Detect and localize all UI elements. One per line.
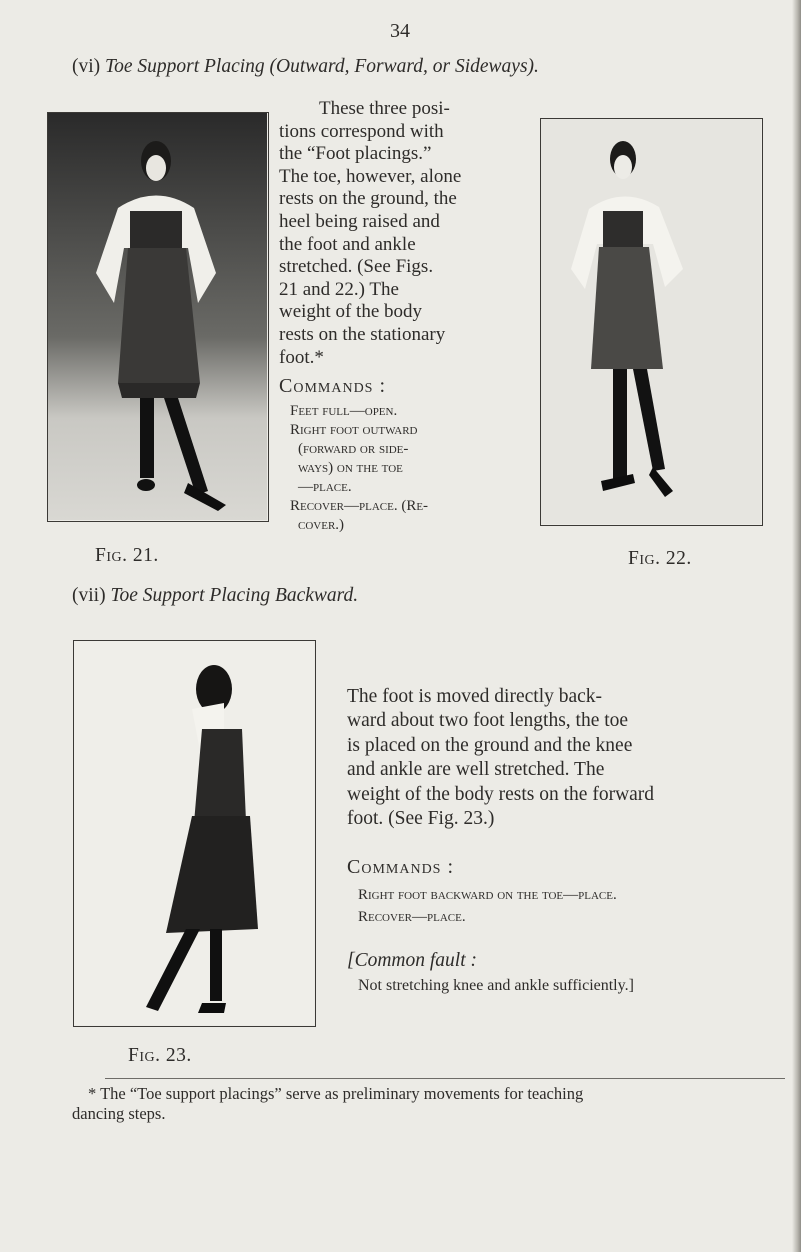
figure-22-caption: Fig. 22. [628,548,692,569]
footnote-line: dancing steps. [72,1103,166,1123]
section-vii-heading [72,585,358,607]
text-line: The toe, however, alone [279,165,462,187]
command-line: Right foot backward on the toe—place. [358,887,617,903]
section-vi-title: Toe Support Placing (Outward, Forward, or Sideways). [105,56,539,77]
text-line: is placed on the ground and the knee [347,734,633,756]
section-vii-paragraph [347,685,767,831]
text-line: rests on the ground, the [279,188,457,210]
footnote-line: * The “Toe support placings” serve as preliminary movements for teaching [88,1084,584,1103]
text-line: the “Foot placings.” [279,143,432,165]
command-line: Right foot outward [290,422,418,438]
girl-standing-toe-outward-illustration [48,113,267,520]
text-line: heel being raised and [279,210,440,232]
text-line: foot. (See Fig. 23.) [347,808,495,830]
figure-23-caption: Fig. 23. [128,1045,192,1066]
figure-23-photo [73,640,316,1027]
section-vii-title: Toe Support Placing Backward. [110,585,359,606]
common-fault-text: Not stretching knee and ankle sufficiently.] [358,977,634,994]
section-vii-commands [358,884,778,928]
section-vi-commands-heading: Commands : [279,375,387,397]
footnote-divider [105,1078,785,1079]
text-line: tions correspond with [279,120,444,142]
text-line: and ankle are well stretched. The [347,759,605,781]
text-line: weight of the body rests on the forward [347,783,655,805]
command-line: Feet full—open. [290,403,398,419]
section-vii-commands-heading: Commands : [347,856,455,878]
text-line: weight of the body [279,301,423,323]
text-line: ward about two foot lengths, the toe [347,710,629,732]
text-line: rests on the stationary [279,323,446,345]
figure-21-photo [47,112,269,522]
section-vi-paragraph [279,98,549,369]
command-line: Recover—place. (Re- [290,498,429,514]
command-line: Recover—place. [358,909,466,925]
text-line: The foot is moved directly back- [347,686,603,707]
text-line: stretched. (See Figs. [279,256,434,278]
girl-toe-support-backward-illustration [74,641,314,1025]
page-edge-shadow [792,0,801,1252]
text-line: the foot and ankle [279,233,416,255]
footnote [72,1084,732,1123]
figure-22-photo [540,118,763,526]
text-line: These three posi- [319,98,450,119]
figure-21-caption: Fig. 21. [95,545,159,566]
common-fault-label: [Common fault : [347,950,478,971]
command-line: ways) on the toe [298,460,403,476]
text-line: 21 and 22.) The [279,278,399,300]
section-vi-prefix: (vi) [72,56,101,77]
section-vi-heading [72,56,539,78]
section-vii-prefix: (vii) [72,585,106,606]
section-vi-commands [290,402,548,535]
page-number: 34 [390,20,410,42]
command-line: —place. [298,479,352,495]
command-line: (forward or side- [298,441,409,457]
command-line: cover.) [298,517,345,533]
text-line: foot.* [279,346,324,368]
girl-standing-toe-forward-illustration [541,119,761,524]
